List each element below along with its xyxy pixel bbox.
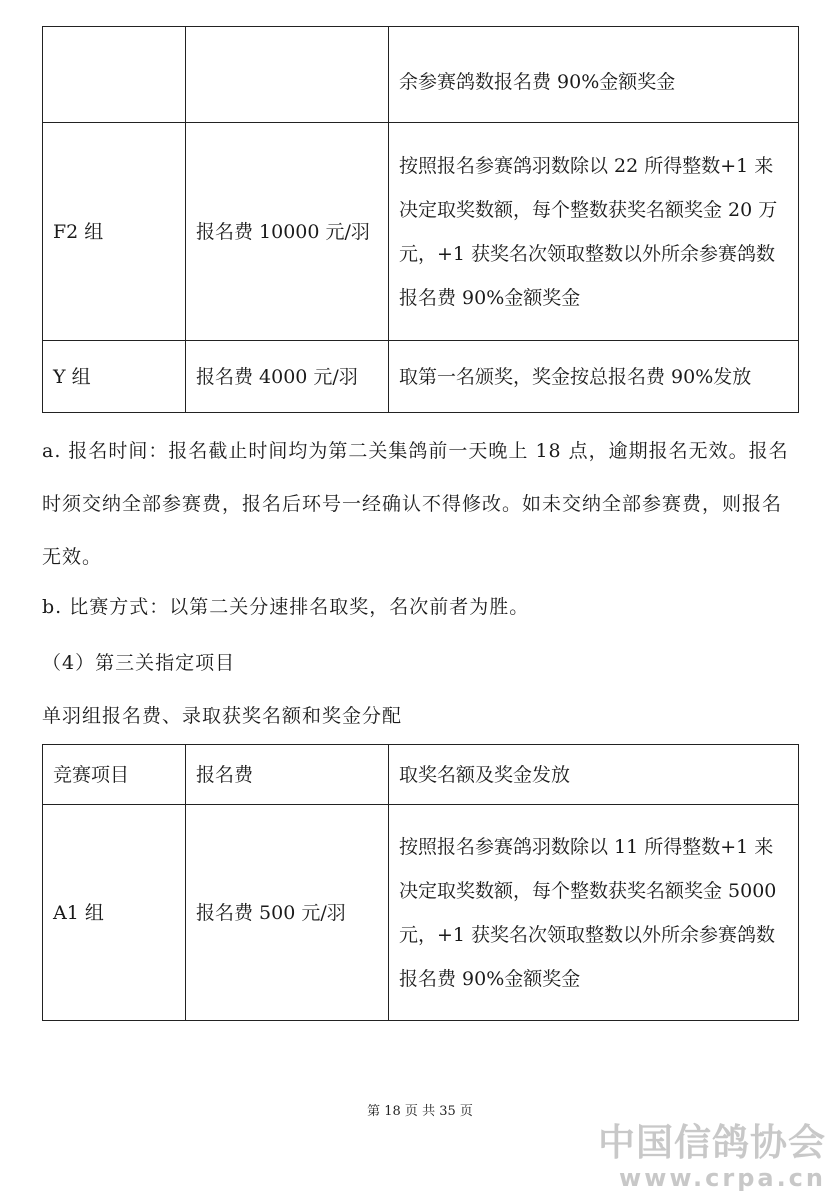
prize-cell: 余参赛鸽数报名费 90%金额奖金 <box>389 27 799 123</box>
group-cell <box>43 27 186 123</box>
prize-table <box>42 744 799 1021</box>
watermark-url: www.crpa.cn <box>619 1164 826 1192</box>
fee-cell: 报名费 10000 元/羽 <box>186 123 389 341</box>
prize-cell: 按照报名参赛鸽羽数除以 11 所得整数+1 来决定取奖数额，每个整数获奖名额奖金 5000 元，+1 获奖名次领取整数以外所余参赛鸽数报名费 90%金额奖金 <box>389 805 799 1021</box>
header-prize: 取奖名额及奖金发放 <box>389 745 799 805</box>
competition-method-paragraph: b. 比赛方式：以第二关分速排名取奖，名次前者为胜。 <box>42 596 530 618</box>
table-header-row <box>43 745 799 805</box>
table-row <box>43 123 799 341</box>
registration-time-paragraph: a. 报名时间：报名截止时间均为第二关集鸽前一天晚上 18 点，逾期报名无效。报名时须交纳全部参赛费，报名后环号一经确认不得修改。如未交纳全部参赛费，则报名无效。 <box>42 440 789 568</box>
fee-cell: 报名费 500 元/羽 <box>186 805 389 1021</box>
group-cell: F2 组 <box>43 123 186 341</box>
page-number: 第 18 页 共 35 页 <box>367 1104 473 1119</box>
prize-table-continued <box>42 26 799 413</box>
group-cell: Y 组 <box>43 341 186 413</box>
table-row <box>43 27 799 123</box>
fee-cell <box>186 27 389 123</box>
header-group: 竞赛项目 <box>43 745 186 805</box>
prize-cell: 取第一名颁奖，奖金按总报名费 90%发放 <box>389 341 799 413</box>
header-fee: 报名费 <box>186 745 389 805</box>
table-row <box>43 341 799 413</box>
group-cell: A1 组 <box>43 805 186 1021</box>
fee-cell: 报名费 4000 元/羽 <box>186 341 389 413</box>
section-heading: （4）第三关指定项目 <box>42 652 236 674</box>
table-row <box>43 805 799 1021</box>
table-caption: 单羽组报名费、录取获奖名额和奖金分配 <box>42 705 403 727</box>
watermark-name: 中国信鸽协会 <box>598 1121 826 1164</box>
watermark-logo <box>598 1112 826 1192</box>
prize-cell: 按照报名参赛鸽羽数除以 22 所得整数+1 来决定取奖数额，每个整数获奖名额奖金 20 万元，+1 获奖名次领取整数以外所余参赛鸽数报名费 90%金额奖金 <box>389 123 799 341</box>
